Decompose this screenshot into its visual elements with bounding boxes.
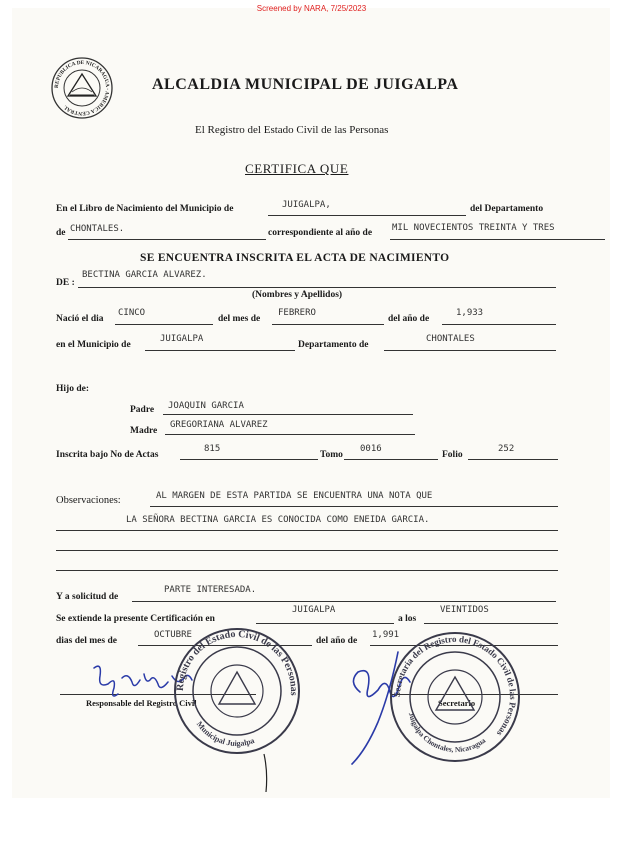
ano-libro-value: MIL NOVECIENTOS TREINTA Y TRES	[392, 223, 555, 233]
padre-value: JOAQUIN GARCIA	[168, 401, 244, 411]
right-registry-stamp-icon	[388, 630, 522, 764]
actas-line	[180, 459, 318, 460]
madre-label: Madre	[130, 426, 158, 436]
folio-label: Folio	[442, 450, 463, 460]
ano-value: 1,933	[456, 308, 484, 318]
padre-line	[163, 414, 413, 415]
ano-line	[442, 324, 556, 325]
mes-line	[272, 324, 384, 325]
responsable-label: Responsable del Registro Civil	[86, 698, 197, 708]
nombre-line	[78, 287, 556, 288]
departamento-label: Departamento de	[298, 340, 369, 350]
obs-value-2: LA SEÑORA BECTINA GARCIA ES CONOCIDA COMO ENEIDA GARCIA.	[126, 515, 430, 525]
solicitud-line	[132, 601, 556, 602]
registry-subtitle: El Registro del Estado Civil de las Personas	[195, 124, 389, 136]
madre-value: GREGORIANA ALVAREZ	[170, 420, 268, 430]
certifica-que-heading: CERTIFICA QUE	[245, 161, 349, 176]
libro-departamento-value: CHONTALES.	[70, 224, 125, 234]
libro-departamento-line	[68, 239, 266, 240]
a-los-label: a los	[398, 614, 417, 624]
del-mes-label: del mes de	[218, 314, 261, 324]
nara-screening-note: Screened by NARA, 7/25/2023	[256, 4, 367, 13]
libro-municipio-line	[268, 215, 466, 216]
pen-mark-icon	[258, 752, 272, 796]
actas-label: Inscrita bajo No de Actas	[56, 450, 159, 460]
dia-line	[115, 324, 213, 325]
padre-label: Padre	[130, 405, 155, 415]
municipio-label: en el Municipio de	[56, 340, 131, 350]
tomo-line	[344, 459, 438, 460]
tomo-label: Tomo	[320, 450, 343, 460]
obs-value-1: AL MARGEN DE ESTA PARTIDA SE ENCUENTRA UNA NOTA QUE	[156, 491, 433, 501]
folio-line	[468, 459, 558, 460]
departamento-line	[384, 350, 556, 351]
del-ano2-label: del año de	[316, 636, 358, 646]
del-ano-label: del año de	[388, 314, 430, 324]
svg-text:Registro del Estado Civil de l: Registro del Estado Civil de las Personas	[174, 628, 300, 696]
ano-cert-value: 1,991	[372, 630, 400, 640]
a-los-value: VEINTIDOS	[440, 605, 489, 615]
obs-line-3	[56, 550, 558, 551]
nacio-label: Nació el dia	[56, 314, 104, 324]
document-title: ALCALDIA MUNICIPAL DE JUIGALPA	[152, 76, 459, 93]
obs-line-2	[56, 530, 558, 531]
a-los-line	[424, 623, 558, 624]
hijo-label: Hijo de:	[56, 384, 89, 394]
svg-text:Secretaria del Registro del Es: Secretaria del Registro del Estado Civil de las Personas	[391, 633, 519, 739]
svg-text:REPUBLICA DE NICARAGUA · AMERI: REPUBLICA DE NICARAGUA · AMERICA CENTRAL	[53, 59, 111, 117]
nicaragua-seal-icon	[50, 56, 114, 120]
municipio-value: JUIGALPA	[160, 334, 204, 344]
nombre-value: BECTINA GARCIA ALVAREZ.	[82, 270, 207, 280]
nombres-hint: (Nombres y Apellidos)	[252, 290, 343, 300]
correspondiente-label: correspondiente al año de	[268, 228, 373, 238]
lugar-value: JUIGALPA	[292, 605, 336, 615]
observaciones-label: Observaciones:	[56, 495, 121, 506]
svg-text:Juigalpa Chontales, Nicaragua: Juigalpa Chontales, Nicaragua	[406, 711, 488, 755]
libro-municipio-value: JUIGALPA,	[282, 200, 331, 210]
de-label: de	[56, 228, 66, 238]
solicitud-label: Y a solicitud de	[56, 592, 119, 602]
departamento-value: CHONTALES	[426, 334, 475, 344]
madre-line	[165, 434, 415, 435]
actas-value: 815	[204, 444, 221, 454]
mes-cert-value: OCTUBRE	[154, 630, 192, 640]
obs-line-4	[56, 570, 558, 571]
municipio-line	[145, 350, 295, 351]
extiende-label: Se extiende la presente Certificación en	[56, 614, 215, 624]
tomo-value: 0016	[360, 444, 382, 454]
svg-text:Municipal Juigalpa: Municipal Juigalpa	[194, 719, 256, 749]
folio-value: 252	[498, 444, 515, 454]
mes-value: FEBRERO	[278, 308, 316, 318]
dias-label: dias del mes de	[56, 636, 117, 646]
de-nombre-label: DE :	[56, 278, 75, 288]
lugar-line	[256, 623, 394, 624]
inscrita-heading: SE ENCUENTRA INSCRITA EL ACTA DE NACIMIENTO	[140, 252, 450, 264]
libro-label: En el Libro de Nacimiento del Municipio de	[56, 204, 234, 214]
dia-value: CINCO	[118, 308, 146, 318]
left-registry-stamp-icon	[172, 626, 302, 756]
ano-libro-line	[390, 239, 605, 240]
solicitud-value: PARTE INTERESADA.	[164, 585, 257, 595]
del-departamento-label: del Departamento	[470, 204, 544, 214]
secretario-label: Secretario	[438, 698, 476, 708]
obs-line-1	[150, 506, 558, 507]
